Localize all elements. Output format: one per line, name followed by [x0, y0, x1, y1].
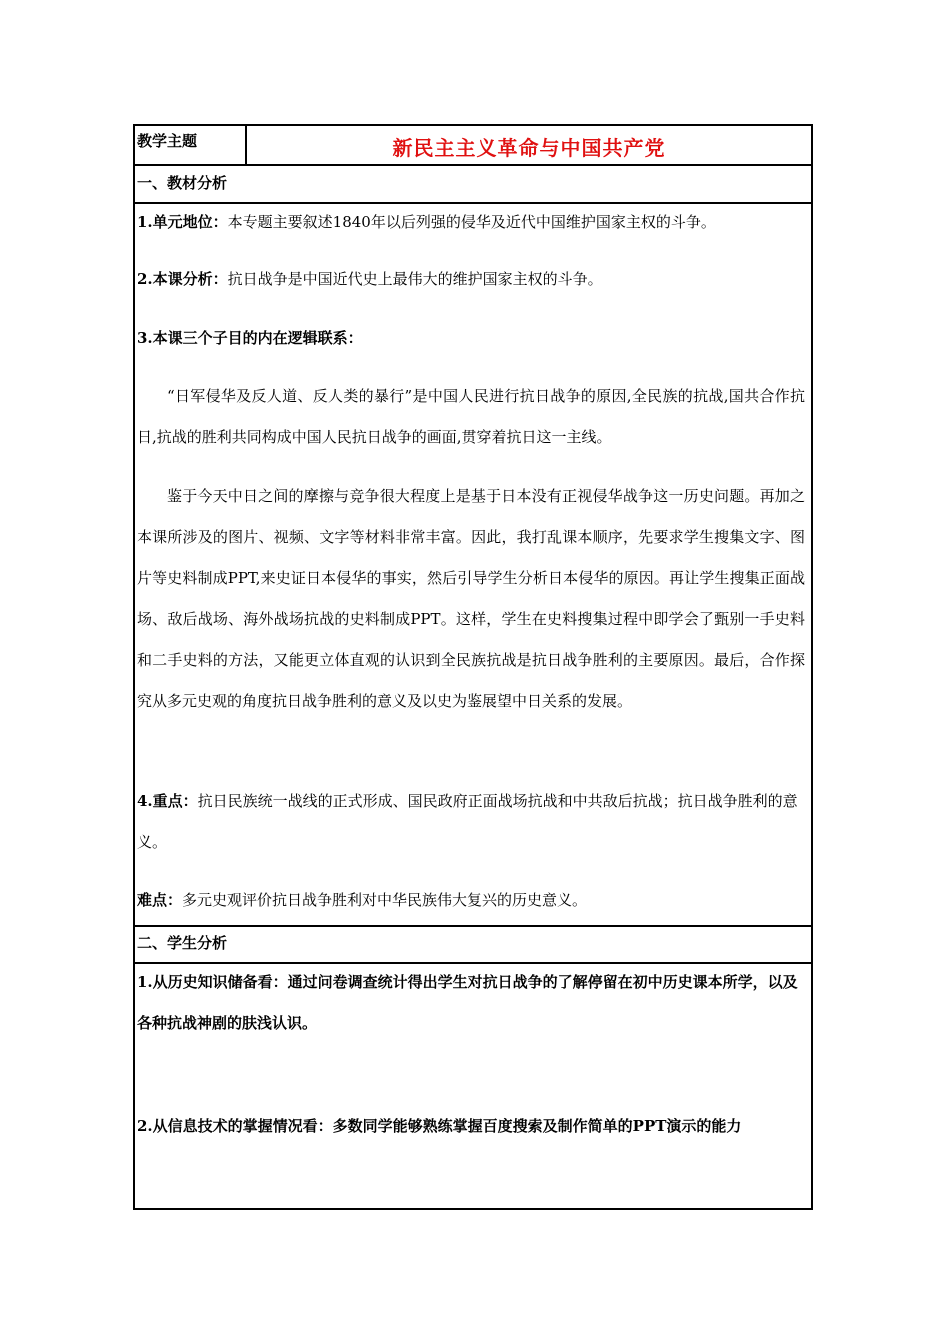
unit-text: 本专题主要叙述1840年以后列强的侵华及近代中国维护国家主权的斗争。	[227, 213, 716, 231]
difficult-points-paragraph	[137, 880, 805, 921]
lesson-label: 2.本课分析：	[137, 270, 228, 288]
unit-label: 1.单元地位：	[137, 213, 228, 231]
topic-label: 教学主题	[137, 132, 198, 150]
logic-paragraph-1: “日军侵华及反人道、反人类的暴行”是中国人民进行抗日战争的原因,全民族的抗战,国共合作抗日,抗战的胜利共同构成中国人民抗日战争的画面,贯穿着抗日这一主线。	[137, 387, 805, 446]
lesson-plan-table	[133, 124, 813, 1210]
key-label: 4.重点：	[137, 792, 198, 810]
topic-title: 新民主主义革命与中国共产党	[392, 136, 666, 160]
key-text: 抗日民族统一战线的正式形成、国民政府正面战场抗战和中共敌后抗战；抗日战争胜利的意义。	[137, 792, 798, 851]
logic-paragraph-2: 鉴于今天中日之间的摩擦与竞争很大程度上是基于日本没有正视侵华战争这一历史问题。再加之本课所涉及的图片、视频、文字等材料非常丰富。因此，我打乱课本顺序，先要求学生搜集文字、图片等史料制成PPT,来史证日本侵华的事实，然后引导学生分析日本侵华的原因。再让学生搜集正面战场、敌后战场、海外战场抗战的史料制成PPT。这样，学生在史料搜集过程中即学会了甄别一手史料和二手史料的方法，又能更立体直观的认识到全民族抗战是抗日战争胜利的主要原因。最后，合作探究从多元史观的角度抗日战争胜利的意义及以史为鉴展望中日关系的发展。	[137, 487, 805, 710]
logic-heading: 3.本课三个子目的内在逻辑联系：	[137, 329, 363, 347]
section-heading-student-analysis: 二、学生分析	[137, 934, 228, 952]
unit-position-paragraph	[137, 202, 805, 243]
lesson-analysis-paragraph	[137, 259, 805, 300]
section-heading-textbook-analysis: 一、教材分析	[137, 174, 228, 192]
student-analysis-item-1: 1.从历史知识储备看：通过问卷调查统计得出学生对抗日战争的了解停留在初中历史课本所学，以及各种抗战神剧的肤浅认识。	[137, 973, 798, 1032]
difficult-text: 多元史观评价抗日战争胜利对中华民族伟大复兴的历史意义。	[182, 891, 588, 909]
student-analysis-item-2: 2.从信息技术的掌握情况看：多数同学能够熟练掌握百度搜索及制作简单的PPT演示的能力	[137, 1117, 742, 1135]
key-points-paragraph	[137, 781, 805, 863]
row-divider	[135, 925, 811, 927]
row-divider	[135, 164, 811, 166]
difficult-label: 难点：	[137, 891, 183, 909]
lesson-text: 抗日战争是中国近代史上最伟大的维护国家主权的斗争。	[227, 270, 603, 288]
